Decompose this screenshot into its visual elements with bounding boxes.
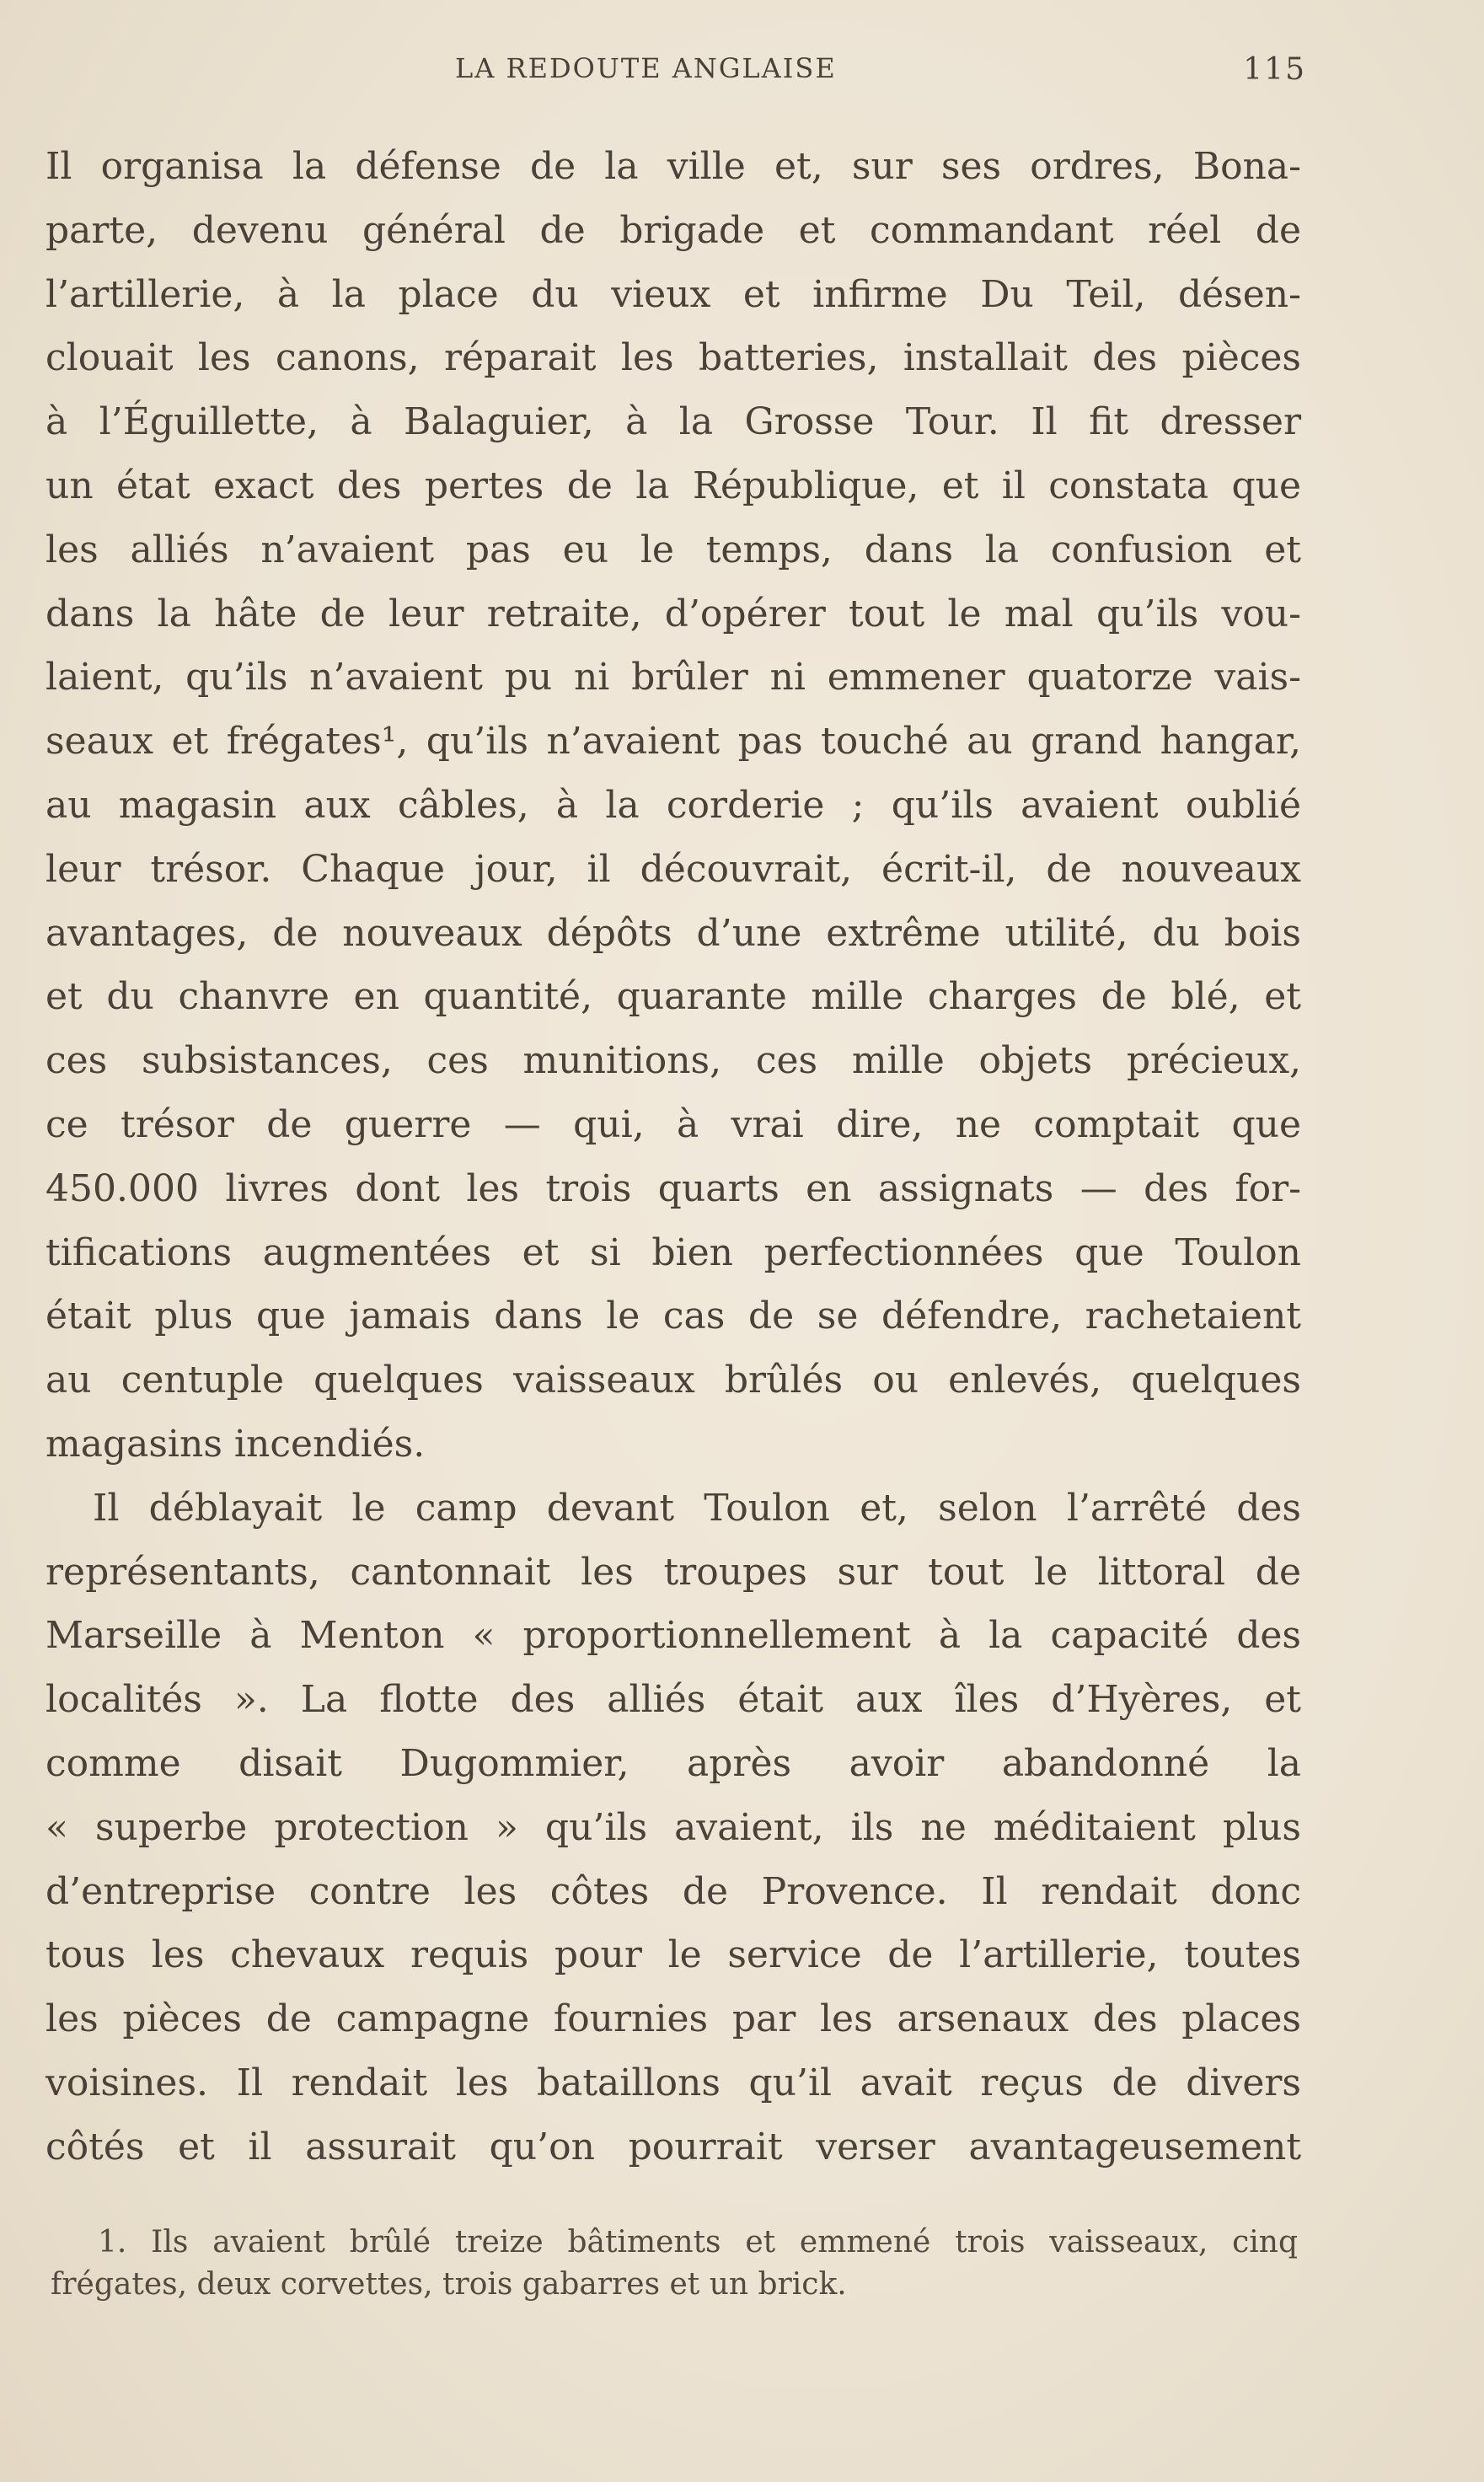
text-line: clouait les canons, réparait les batteries, installait des pièces	[46, 336, 1301, 380]
text-line: ces subsistances, ces munitions, ces mille objets précieux,	[46, 1039, 1301, 1083]
text-line: comme disait Dugommier, après avoir abandonné la	[46, 1741, 1301, 1785]
text-line: représentants, cantonnait les troupes sur tout le littoral de	[46, 1550, 1301, 1594]
footnote-line: frégates, deux corvettes, trois gabarres et un brick.	[51, 2267, 847, 2302]
text-line: Il déblayait le camp devant Toulon et, selon l’arrêté des	[93, 1486, 1301, 1530]
text-line: « superbe protection » qu’ils avaient, ils ne méditaient plus	[46, 1805, 1301, 1849]
text-line: dans la hâte de leur retraite, d’opérer tout le mal qu’ils vou-	[46, 592, 1301, 635]
text-line: avantages, de nouveaux dépôts d’une extrême utilité, du bois	[46, 911, 1301, 955]
text-line: un état exact des pertes de la République, et il constata que	[46, 464, 1301, 507]
text-line: magasins incendiés.	[46, 1422, 426, 1466]
text-line: voisines. Il rendait les bataillons qu’il avait reçus de divers	[46, 2061, 1301, 2104]
text-line: laient, qu’ils n’avaient pu ni brûler ni emmener quatorze vais-	[46, 656, 1301, 700]
text-line: tifications augmentées et si bien perfectionnées que Toulon	[46, 1230, 1301, 1274]
page-header	[51, 52, 1306, 94]
footnote-line: 1. Ils avaient brûlé treize bâtiments et emmené trois vaisseaux, cinq	[98, 2225, 1298, 2260]
text-line: ce trésor de guerre — qui, à vrai dire, ne comptait que	[46, 1102, 1301, 1146]
text-line: au magasin aux câbles, à la corderie ; qu’ils avaient oublié	[46, 783, 1301, 827]
footnote	[51, 2222, 1298, 2306]
text-line: seaux et frégates¹, qu’ils n’avaient pas touché au grand hangar,	[46, 720, 1301, 764]
text-line: les alliés n’avaient pas eu le temps, dans la confusion et	[46, 528, 1301, 571]
body-text	[46, 135, 1301, 2179]
text-line: localités ». La flotte des alliés était aux îles d’Hyères, et	[46, 1678, 1301, 1722]
text-line: les pièces de campagne fournies par les arsenaux des places	[46, 1997, 1301, 2041]
text-line: Marseille à Menton « proportionnellement à la capacité des	[46, 1614, 1301, 1658]
text-line: parte, devenu général de brigade et commandant réel de	[46, 208, 1301, 252]
text-line: était plus que jamais dans le cas de se défendre, rachetaient	[46, 1295, 1301, 1338]
text-line: côtés et il assurait qu’on pourrait verser avantageusement	[46, 2125, 1301, 2168]
text-line: Il organisa la défense de la ville et, sur ses ordres, Bona-	[46, 145, 1301, 188]
text-line: l’artillerie, à la place du vieux et infirme Du Teil, désen-	[46, 272, 1301, 316]
page-number: 115	[1243, 52, 1306, 87]
text-line: et du chanvre en quantité, quarante mille charges de blé, et	[46, 975, 1301, 1019]
text-line: leur trésor. Chaque jour, il découvrait, écrit-il, de nouveaux	[46, 847, 1301, 891]
text-line: 450.000 livres dont les trois quarts en assignats — des for-	[46, 1166, 1301, 1210]
running-title: LA REDOUTE ANGLAISE	[455, 52, 837, 84]
text-line: tous les chevaux requis pour le service de l’artillerie, toutes	[46, 1933, 1301, 1977]
text-line: d’entreprise contre les côtes de Provence. Il rendait donc	[46, 1869, 1301, 1913]
text-line: au centuple quelques vaisseaux brûlés ou enlevés, quelques	[46, 1359, 1301, 1402]
text-line: à l’Éguillette, à Balaguier, à la Grosse Tour. Il fit dresser	[46, 400, 1301, 444]
